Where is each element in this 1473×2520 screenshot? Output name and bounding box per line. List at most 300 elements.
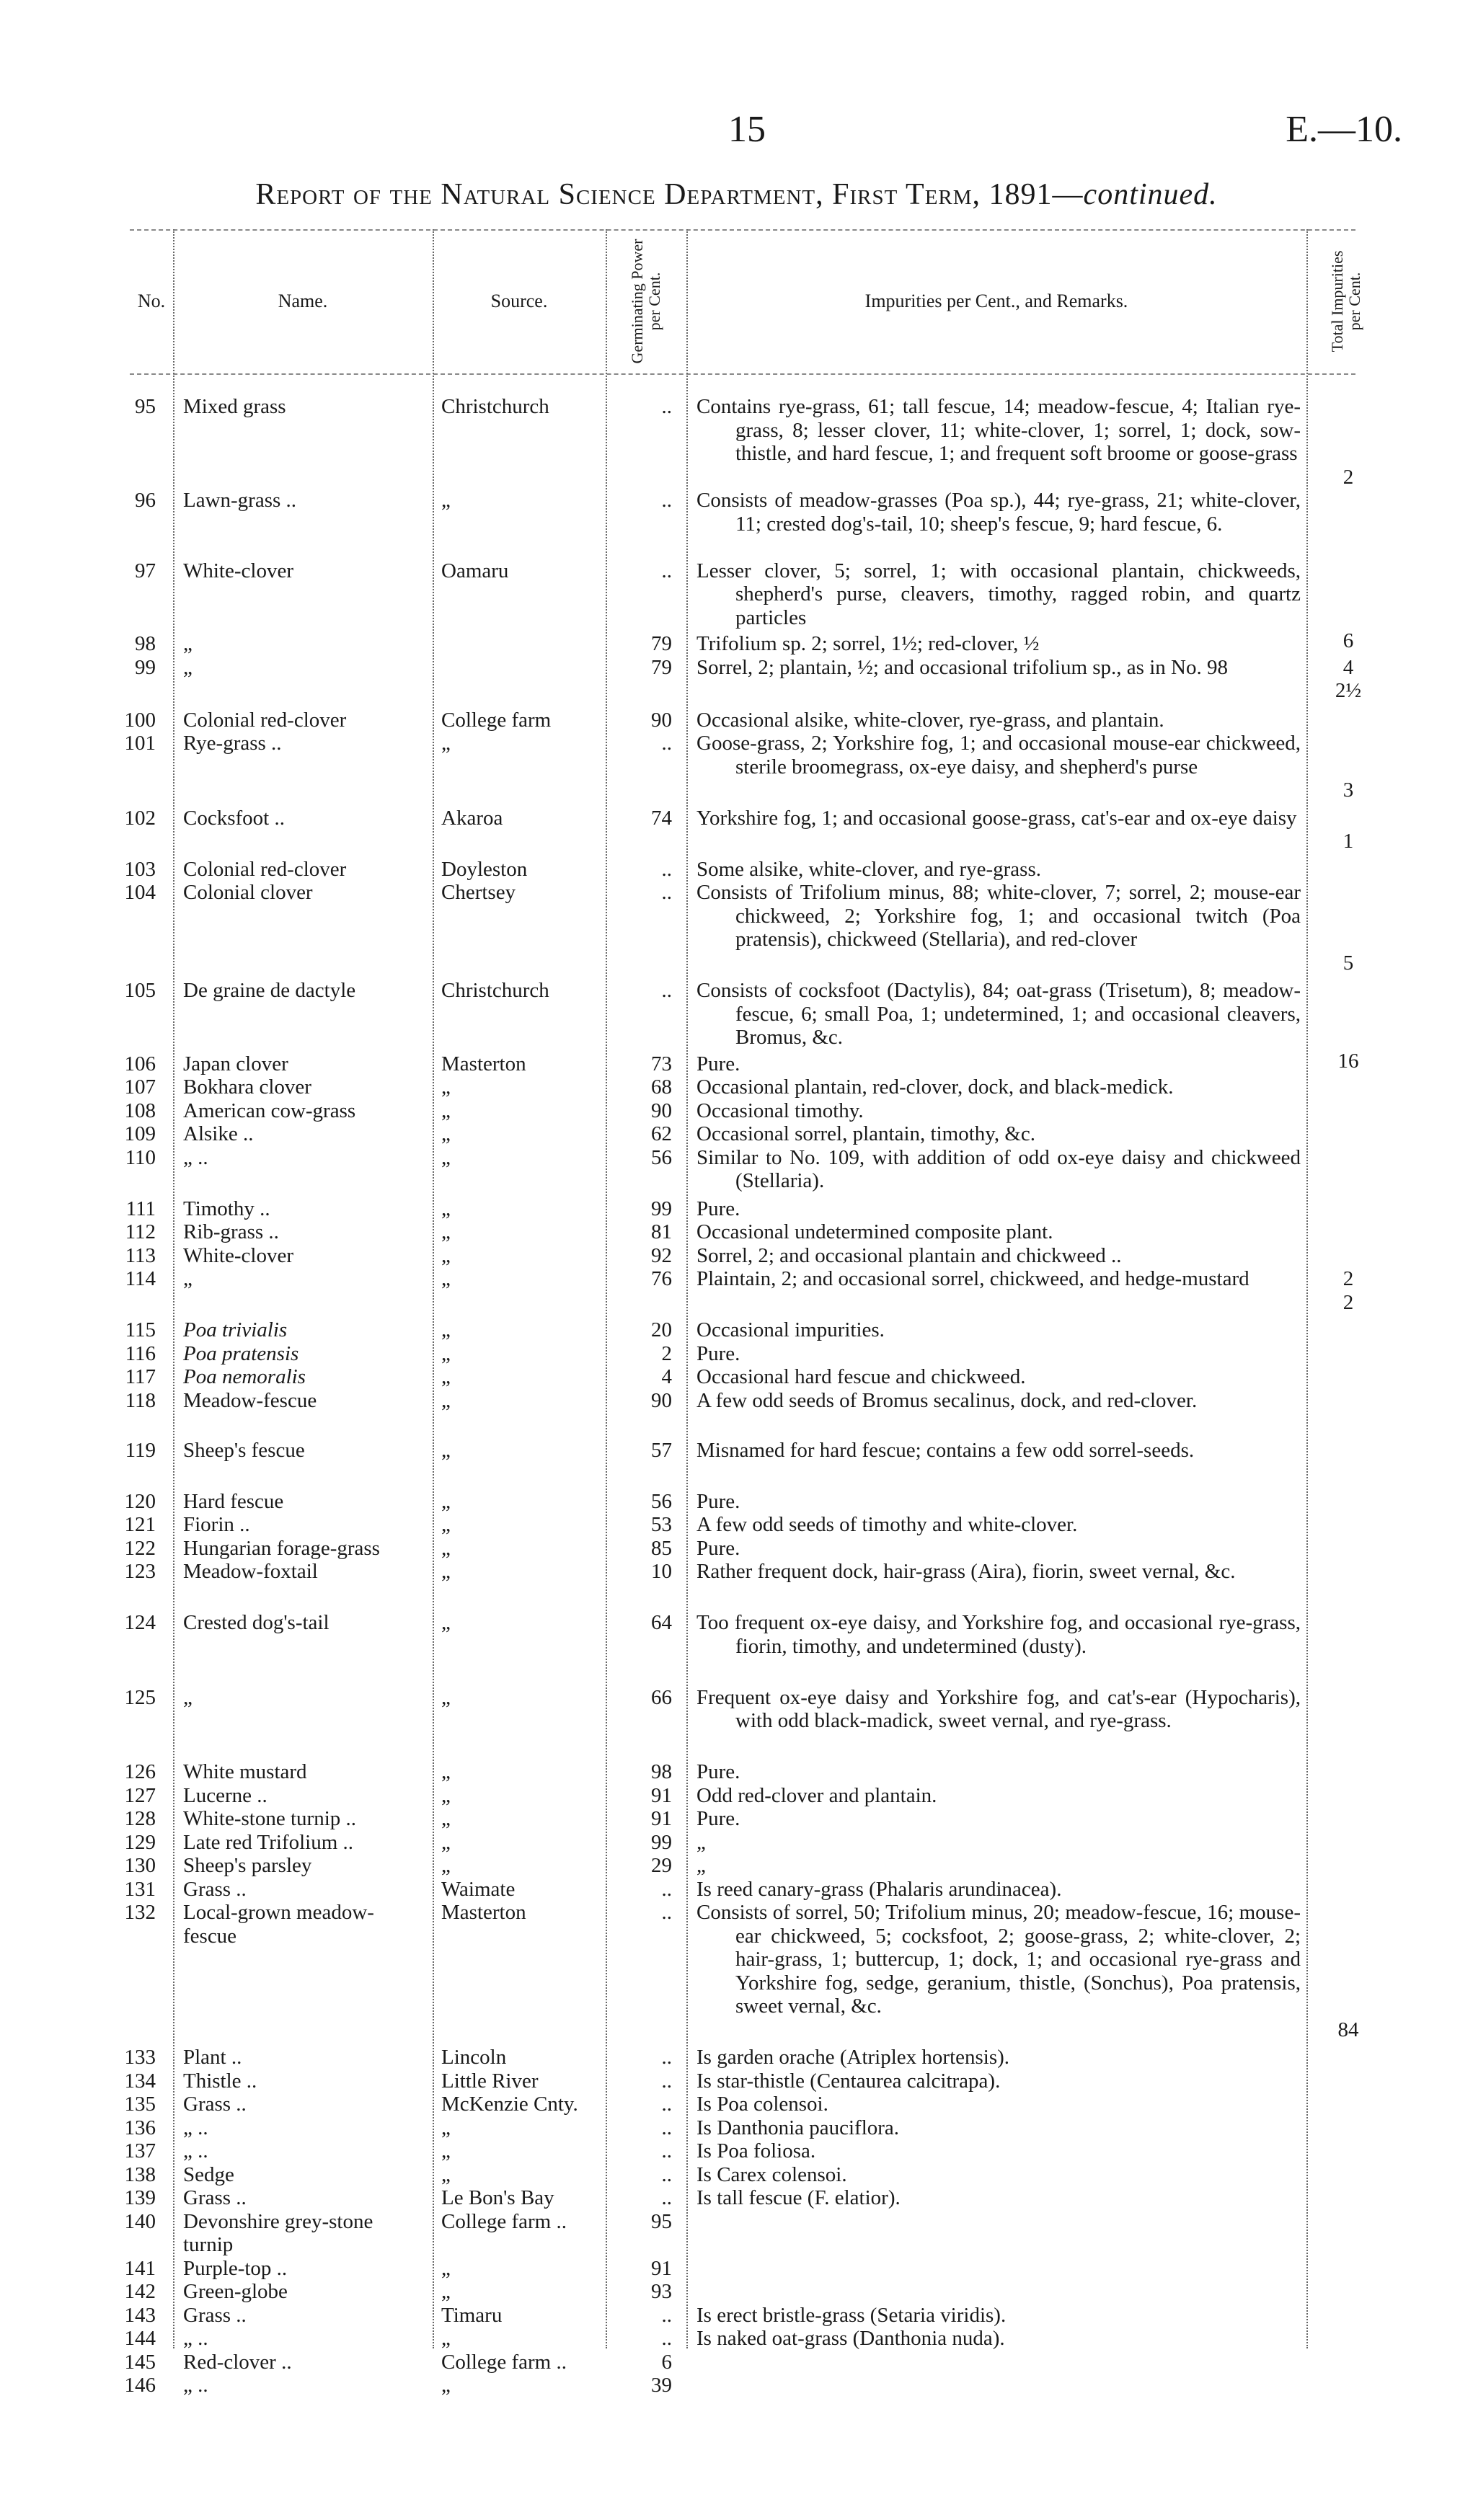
row-source: Timaru	[441, 2303, 503, 2327]
row-remarks	[696, 1784, 1301, 1808]
row-source: „	[441, 2374, 451, 2397]
table-body	[0, 395, 1473, 2397]
table-row	[0, 2374, 1473, 2397]
row-source: „	[441, 1854, 451, 1877]
row-remarks	[696, 1807, 1301, 1831]
row-name: Meadow-fescue	[183, 1388, 317, 1412]
row-germination: 98	[651, 1760, 672, 1783]
row-name: Colonial red-clover	[183, 708, 347, 732]
row-name: Sheep's fescue	[183, 1438, 305, 1462]
row-number: 128	[124, 1807, 156, 1830]
row-remarks-text: Pure.	[696, 1760, 740, 1783]
row-remarks	[696, 1389, 1301, 1413]
row-name: Grass ..	[183, 2303, 247, 2327]
row-source: „	[441, 1099, 451, 1122]
row-name: Devonshire grey-stone turnip	[183, 2209, 373, 2256]
row-remarks-text: Misnamed for hard fescue; contains a few odd sorrel-seeds.	[696, 1438, 1195, 1462]
row-source: Christchurch	[441, 395, 549, 418]
row-germination: 66	[651, 1685, 672, 1709]
row-source: „	[441, 1243, 451, 1267]
row-germination: 2	[661, 1341, 672, 1365]
row-germination: ..	[661, 2186, 672, 2209]
row-germination: 53	[651, 1513, 672, 1536]
row-germination: ..	[661, 2327, 672, 2350]
row-source: „	[441, 1560, 451, 1583]
row-remarks-text: Goose-grass, 2; Yorkshire fog, 1; and occasional mouse-ear chickweed, sterile broomegrass, ox-eye daisy, and shepherd's purse	[696, 732, 1301, 778]
row-name: Meadow-foxtail	[183, 1560, 318, 1583]
table-row	[0, 1807, 1473, 1831]
row-germination: 62	[651, 1122, 672, 1145]
table-row	[0, 2210, 1473, 2257]
row-remarks-text: A few odd seeds of timothy and white-clover.	[696, 1513, 1078, 1536]
row-name: Crested dog's-tail	[183, 1611, 329, 1634]
table-row	[0, 1513, 1473, 1537]
row-name: Cocksfoot ..	[183, 806, 285, 830]
row-number: 117	[125, 1365, 156, 1388]
table-row	[0, 1901, 1473, 2046]
row-total: 6	[1342, 629, 1354, 652]
table-row	[0, 732, 1473, 807]
row-source: Lincoln	[441, 2046, 507, 2069]
table-row	[0, 1267, 1473, 1318]
row-total: 2	[1342, 465, 1354, 489]
row-number: 131	[124, 1877, 156, 1901]
row-germination: ..	[661, 732, 672, 755]
row-name: Colonial clover	[183, 881, 313, 904]
row-remarks	[696, 1197, 1301, 1221]
row-remarks	[696, 395, 1301, 466]
row-germination: 74	[651, 806, 672, 830]
row-source: „	[441, 1197, 451, 1220]
row-remarks-text: Sorrel, 2; and occasional plantain and chickweed ..	[696, 1243, 1122, 1267]
row-source: Little River	[441, 2069, 539, 2093]
table-row	[0, 2304, 1473, 2328]
row-germination: 73	[651, 1052, 672, 1075]
header-source: Source.	[490, 290, 548, 311]
table-row	[0, 395, 1473, 489]
row-source: „	[441, 1685, 451, 1709]
row-germination: 68	[651, 1075, 672, 1099]
row-remarks-text: Occasional hard fescue and chickweed.	[696, 1365, 1026, 1388]
row-number: 113	[125, 1243, 156, 1267]
row-number: 105	[124, 979, 156, 1002]
table-row	[0, 2280, 1473, 2304]
row-germination: ..	[661, 2116, 672, 2139]
row-remarks	[696, 709, 1301, 732]
row-total: 4	[1342, 655, 1354, 679]
header-remarks: Impurities per Cent., and Remarks.	[864, 290, 1128, 311]
table-row	[0, 858, 1473, 882]
row-remarks	[696, 1831, 1301, 1855]
row-name: Grass ..	[183, 2186, 247, 2209]
row-number: 138	[124, 2162, 156, 2186]
row-remarks	[696, 2186, 1301, 2210]
row-number: 114	[125, 1267, 156, 1290]
row-germination: 64	[651, 1611, 672, 1634]
header-germinating-text: Germinating Power per Cent.	[628, 239, 663, 364]
row-remarks-text: Rather frequent dock, hair-grass (Aira), fiorin, sweet vernal, &c.	[696, 1560, 1236, 1583]
row-germination: ..	[661, 1877, 672, 1901]
row-remarks	[696, 1052, 1301, 1076]
row-remarks-text: Some alsike, white-clover, and rye-grass.	[696, 857, 1041, 881]
row-germination: ..	[661, 857, 672, 881]
row-source: Chertsey	[441, 881, 516, 904]
row-number: 115	[125, 1318, 156, 1341]
table-row	[0, 1075, 1473, 1099]
row-name: Hungarian forage-grass	[183, 1536, 380, 1560]
row-name: Poa pratensis	[183, 1341, 299, 1365]
row-number: 146	[124, 2374, 156, 2397]
row-remarks	[696, 807, 1301, 830]
row-remarks-text: Is erect bristle-grass (Setaria viridis).	[696, 2303, 1007, 2327]
row-source: „	[441, 1489, 451, 1513]
row-name: „ ..	[183, 2139, 208, 2162]
row-remarks-text: Yorkshire fog, 1; and occasional goose-grass, cat's-ear and ox-eye daisy	[696, 806, 1297, 830]
row-remarks	[696, 2163, 1301, 2187]
table-row	[0, 1122, 1473, 1146]
row-remarks	[696, 559, 1301, 630]
table-row	[0, 1365, 1473, 1389]
row-name: „ ..	[183, 1145, 208, 1169]
row-remarks	[696, 1244, 1301, 1268]
row-number: 95	[135, 395, 156, 418]
row-remarks-text: Consists of sorrel, 50; Trifolium minus, 20; meadow-fescue, 16; mouse-ear chickweed, 5; cocksfoot, 2; goose-grass, 2; white-clover, 2; hair-grass, 1; buttercup, 1; dock, 1; and occasional rye-grass and Yorkshire fog, sedge, geranium, thistle, (Sonchus), Poa pratensis, sweet vernal, &c.	[696, 1901, 1301, 2018]
row-number: 124	[124, 1611, 156, 1634]
row-source: „	[441, 1807, 451, 1830]
row-number: 132	[124, 1901, 156, 1924]
row-remarks-text: Occasional undetermined composite plant.	[696, 1220, 1053, 1243]
row-remarks-text: Trifolium sp. 2; sorrel, 1½; red-clover, ½	[696, 632, 1040, 655]
row-remarks	[696, 2093, 1301, 2116]
row-source: „	[441, 1341, 451, 1365]
row-name: Poa nemoralis	[183, 1365, 306, 1388]
title-main: Report of the Natural Science Department, First Term, 1891—	[255, 178, 1084, 211]
table-row	[0, 1560, 1473, 1611]
row-remarks-text: Is Carex colensoi.	[696, 2162, 847, 2186]
row-remarks	[696, 2046, 1301, 2069]
row-name: Rib-grass ..	[183, 1220, 279, 1243]
row-remarks-text: Pure.	[696, 1052, 740, 1075]
row-number: 116	[125, 1341, 156, 1365]
row-remarks-text: Consists of meadow-grasses (Poa sp.), 44; rye-grass, 21; white-clover, 11; crested dog's-tail, 10; sheep's fescue, 9; hard fescue, 6.	[696, 489, 1301, 536]
row-number: 106	[124, 1052, 156, 1075]
row-name: De graine de dactyle	[183, 979, 356, 1002]
row-germination: ..	[661, 2093, 672, 2116]
row-number: 110	[125, 1145, 156, 1169]
row-germination: 95	[651, 2209, 672, 2233]
table-row	[0, 1611, 1473, 1686]
row-remarks-text: Occasional plantain, red-clover, dock, and black-medick.	[696, 1075, 1174, 1099]
row-remarks	[696, 1686, 1301, 1733]
table-row	[0, 1342, 1473, 1366]
row-remarks-text: Is tall fescue (F. elatior).	[696, 2186, 901, 2209]
row-remarks	[696, 1611, 1301, 1658]
row-remarks-text: Pure.	[696, 1197, 740, 1220]
table-row	[0, 1686, 1473, 1761]
row-source: Akaroa	[441, 806, 503, 830]
row-germination: ..	[661, 2069, 672, 2093]
row-germination: 91	[651, 1807, 672, 1830]
row-number: 111	[125, 1197, 156, 1220]
row-number: 107	[124, 1075, 156, 1099]
row-remarks	[696, 1439, 1301, 1463]
row-number: 104	[124, 881, 156, 904]
row-name: „	[183, 655, 193, 679]
row-source: „	[441, 2116, 451, 2139]
row-remarks-text: „	[696, 1830, 706, 1854]
table-row	[0, 2139, 1473, 2163]
row-name: White-stone turnip ..	[183, 1807, 357, 1830]
row-remarks	[696, 1122, 1301, 1146]
header-no: No.	[137, 290, 166, 311]
row-remarks-text: Pure.	[696, 1807, 740, 1830]
row-name: Lawn-grass ..	[183, 489, 297, 512]
row-germination: 56	[651, 1489, 672, 1513]
row-name: Colonial red-clover	[183, 857, 347, 881]
row-total: 2½	[1335, 679, 1362, 702]
row-germination: 90	[651, 1099, 672, 1122]
document-reference: E.—10.	[1286, 109, 1402, 150]
row-remarks	[696, 1220, 1301, 1244]
row-number: 122	[124, 1536, 156, 1560]
row-germination: 90	[651, 1388, 672, 1412]
row-germination: 6	[661, 2350, 672, 2374]
row-number: 96	[135, 489, 156, 512]
row-remarks	[696, 979, 1301, 1050]
table-row	[0, 489, 1473, 559]
title-continued: continued.	[1083, 178, 1218, 211]
row-remarks	[696, 1560, 1301, 1584]
row-name: Timothy ..	[183, 1197, 270, 1220]
row-name: Purple-top ..	[183, 2256, 288, 2280]
row-source: „	[441, 1388, 451, 1412]
row-name: Bokhara clover	[183, 1075, 311, 1099]
row-number: 135	[124, 2093, 156, 2116]
row-name: Grass ..	[183, 1877, 247, 1901]
table-row	[0, 709, 1473, 732]
row-name: Grass ..	[183, 2093, 247, 2116]
row-remarks	[696, 1490, 1301, 1514]
row-total: 2	[1342, 1267, 1354, 1290]
row-name: Hard fescue	[183, 1489, 284, 1513]
row-remarks	[696, 2116, 1301, 2140]
table-row	[0, 1439, 1473, 1490]
row-germination: 29	[651, 1854, 672, 1877]
row-number: 100	[124, 708, 156, 732]
row-germination: 93	[651, 2280, 672, 2303]
row-number: 133	[124, 2046, 156, 2069]
table-row	[0, 1854, 1473, 1878]
row-number: 109	[124, 1122, 156, 1145]
row-germination: ..	[661, 2162, 672, 2186]
row-name: Sedge	[183, 2162, 234, 2186]
row-name: Late red Trifolium ..	[183, 1830, 354, 1854]
row-number: 123	[124, 1560, 156, 1583]
row-remarks-text: Is naked oat-grass (Danthonia nuda).	[696, 2327, 1005, 2350]
row-germination: ..	[661, 881, 672, 904]
row-remarks-text: Sorrel, 2; plantain, ½; and occasional trifolium sp., as in No. 98	[696, 655, 1228, 679]
table-row	[0, 1220, 1473, 1244]
row-source: „	[441, 1220, 451, 1243]
row-source: Masterton	[441, 1901, 526, 1924]
row-source: Waimate	[441, 1877, 516, 1901]
row-name: White mustard	[183, 1760, 307, 1783]
row-number: 130	[124, 1854, 156, 1877]
row-germination: 76	[651, 1267, 672, 1290]
row-remarks-text: Occasional timothy.	[696, 1099, 864, 1122]
row-germination: 81	[651, 1220, 672, 1243]
table-row	[0, 1099, 1473, 1123]
header-total	[1306, 229, 1386, 373]
row-germination: 57	[651, 1438, 672, 1462]
row-number: 120	[124, 1489, 156, 1513]
row-remarks	[696, 489, 1301, 536]
row-number: 143	[124, 2303, 156, 2327]
row-number: 112	[125, 1220, 156, 1243]
row-source: „	[441, 1122, 451, 1145]
row-germination: 85	[651, 1536, 672, 1560]
row-remarks	[696, 2069, 1301, 2093]
table-row	[0, 1784, 1473, 1808]
row-source: „	[441, 1830, 451, 1854]
table-row	[0, 2069, 1473, 2093]
row-remarks-text: Contains rye-grass, 61; tall fescue, 14; meadow-fescue, 4; Italian rye-grass, 8; lesser clover, 11; white-clover, 1; sorrel, 1; dock, sow-thistle, and hard fescue, 1; and frequent soft broome or goose-grass	[696, 395, 1301, 465]
row-source: „	[441, 2256, 451, 2280]
row-germination: ..	[661, 2046, 672, 2069]
table-row	[0, 881, 1473, 979]
row-remarks	[696, 2139, 1301, 2163]
table-row	[0, 1197, 1473, 1221]
row-source: McKenzie Cnty.	[441, 2093, 578, 2116]
row-name: Lucerne ..	[183, 1783, 267, 1807]
row-number: 140	[124, 2209, 156, 2233]
table-row	[0, 1318, 1473, 1342]
row-number: 134	[124, 2069, 156, 2093]
row-remarks	[696, 1901, 1301, 2018]
row-remarks-text: Occasional impurities.	[696, 1318, 885, 1341]
row-number: 127	[124, 1783, 156, 1807]
row-remarks-text: Too frequent ox-eye daisy, and Yorkshire fog, and occasional rye-grass, fiorin, timothy, and undetermined (dusty).	[696, 1611, 1301, 1658]
row-germination: 4	[661, 1365, 672, 1388]
row-number: 121	[124, 1513, 156, 1536]
row-source: „	[441, 1145, 451, 1169]
row-number: 118	[125, 1388, 156, 1412]
row-number: 103	[124, 857, 156, 881]
row-name: Local-grown meadow-fescue	[183, 1901, 374, 1948]
row-number: 108	[124, 1099, 156, 1122]
row-name: „ ..	[183, 2327, 208, 2350]
row-source: „	[441, 1611, 451, 1634]
row-germination: 90	[651, 708, 672, 732]
row-name: Alsike ..	[183, 1122, 254, 1145]
row-name: Poa trivialis	[183, 1318, 288, 1341]
row-total: 2	[1342, 1290, 1354, 1314]
row-germination: 20	[651, 1318, 672, 1341]
row-remarks	[696, 1513, 1301, 1537]
row-remarks	[696, 1075, 1301, 1099]
row-name: Green-globe	[183, 2280, 288, 2303]
row-remarks-text: Pure.	[696, 1536, 740, 1560]
row-remarks	[696, 1760, 1301, 1784]
row-germination: 79	[651, 655, 672, 679]
table-row	[0, 1537, 1473, 1561]
row-remarks	[696, 881, 1301, 951]
row-name: White-clover	[183, 559, 293, 582]
row-remarks-text: Is star-thistle (Centaurea calcitrapa).	[696, 2069, 1001, 2093]
table-row	[0, 1146, 1473, 1197]
header-bottom-rule	[130, 373, 1355, 375]
row-source: „	[441, 1318, 451, 1341]
row-germination: ..	[661, 395, 672, 418]
row-name: Thistle ..	[183, 2069, 257, 2093]
row-number: 144	[124, 2327, 156, 2350]
row-germination: ..	[661, 2139, 672, 2162]
row-number: 98	[135, 632, 156, 655]
header-name: Name.	[278, 290, 328, 311]
row-remarks-text: Consists of cocksfoot (Dactylis), 84; oat-grass (Trisetum), 8; meadow-fescue, 6; small Poa, 1; undetermined, 1; and occasional cleavers, Bromus, &c.	[696, 979, 1301, 1049]
row-name: Mixed grass	[183, 395, 286, 418]
row-source: Masterton	[441, 1052, 526, 1075]
row-number: 142	[124, 2280, 156, 2303]
row-name: „ ..	[183, 2116, 208, 2139]
row-remarks-text: Consists of Trifolium minus, 88; white-clover, 7; sorrel, 2; mouse-ear chickweed, 2; Yorkshire fog, 1; and occasional twitch (Poa pratensis), chickweed (Stellaria), and red-clover	[696, 881, 1301, 951]
table-row	[0, 1490, 1473, 1514]
row-number: 136	[124, 2116, 156, 2139]
row-germination: ..	[661, 2303, 672, 2327]
row-source: „	[441, 1513, 451, 1536]
row-remarks-text: Occasional alsike, white-clover, rye-grass, and plantain.	[696, 708, 1164, 732]
row-germination: 99	[651, 1830, 672, 1854]
row-remarks	[696, 1365, 1301, 1389]
row-remarks-text: Pure.	[696, 1489, 740, 1513]
row-name: American cow-grass	[183, 1099, 356, 1122]
row-remarks	[696, 1342, 1301, 1366]
row-name: „	[183, 1685, 193, 1709]
row-remarks	[696, 1146, 1301, 1193]
header-total-text: Total Impurities per Cent.	[1328, 250, 1363, 352]
row-number: 102	[124, 806, 156, 830]
row-name: Rye-grass ..	[183, 732, 282, 755]
row-germination: ..	[661, 979, 672, 1002]
row-germination: 56	[651, 1145, 672, 1169]
table-row	[0, 1831, 1473, 1855]
row-source: Oamaru	[441, 559, 509, 582]
row-germination: ..	[661, 489, 672, 512]
row-number: 97	[135, 559, 156, 582]
table-row	[0, 1389, 1473, 1439]
row-germination: 39	[651, 2374, 672, 2397]
row-remarks	[696, 1267, 1301, 1291]
table-row	[0, 2163, 1473, 2187]
row-remarks	[696, 632, 1301, 656]
row-remarks	[696, 656, 1301, 680]
row-remarks	[696, 2327, 1301, 2351]
row-number: 137	[124, 2139, 156, 2162]
row-total: 16	[1337, 1049, 1359, 1073]
row-remarks-text: A few odd seeds of Bromus secalinus, dock, and red-clover.	[696, 1388, 1198, 1412]
row-source: „	[441, 2162, 451, 2186]
header-germinating	[606, 229, 686, 373]
row-name: Sheep's parsley	[183, 1854, 312, 1877]
row-source: „	[441, 1365, 451, 1388]
row-number: 129	[124, 1830, 156, 1854]
row-remarks	[696, 1878, 1301, 1902]
row-source: „	[441, 1267, 451, 1290]
row-remarks-text: Is garden orache (Atriplex hortensis).	[696, 2046, 1010, 2069]
row-remarks-text: Similar to No. 109, with addition of odd ox-eye daisy and chickweed (Stellaria).	[696, 1145, 1301, 1192]
table-row	[0, 2351, 1473, 2374]
row-remarks-text: Is reed canary-grass (Phalaris arundinacea).	[696, 1877, 1062, 1901]
